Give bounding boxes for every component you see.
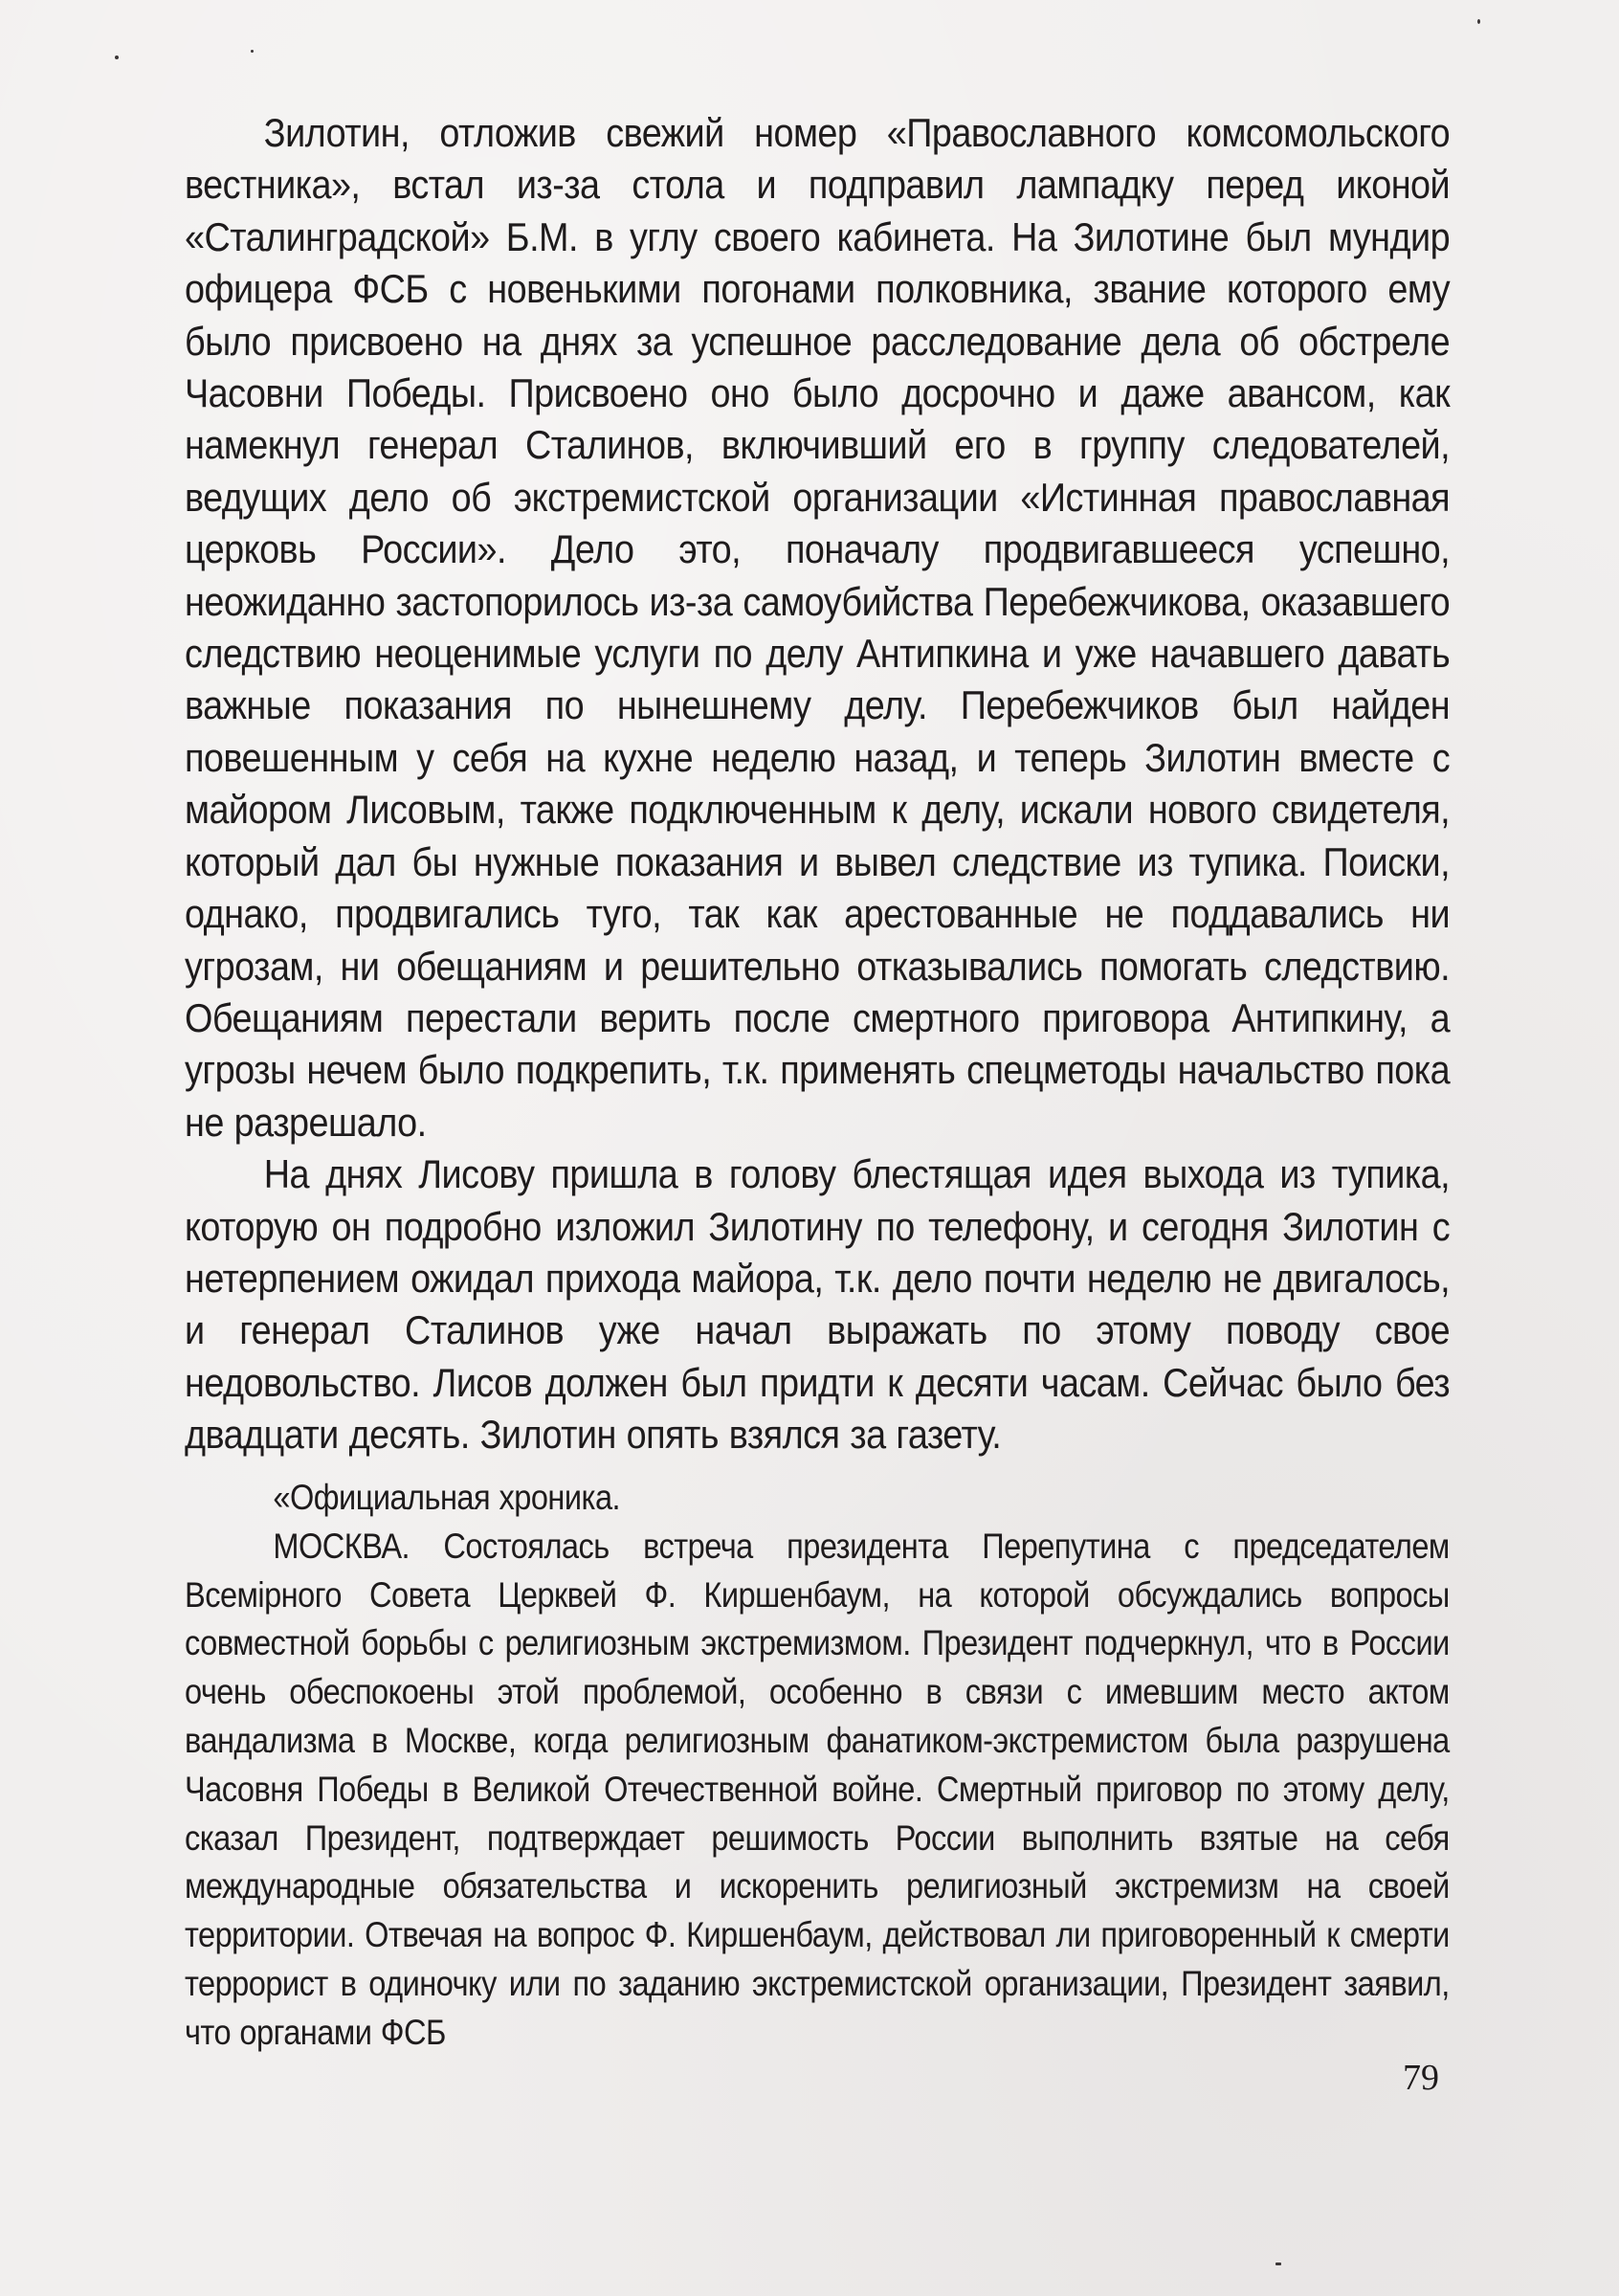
paragraph-lisov-idea: На днях Лисову пришла в голову блестящая идея выхода из тупика, которую он подробно изложил Зилотину по телефону, и сегодня Зилотин с нетерпением ожидал прихода майора, т.к. дело почти неделю не двигалось, и генерал Сталинов уже начал выражать по этому поводу свое недовольство. Лисов должен был придти к десяти часам. Сейчас было без двадцати десять. Зилотин опять взялся за газету. xyxy=(185,1151,1451,1458)
chronicle-paragraph: МОСКВА. Состоялась встреча президента Перепутина с председателем Всемірного Совета Церквей Ф. Киршенбаум, на которой обсуждались вопросы совместной борьбы с религиозным экстремизмом. Президент подчеркнул, что в России очень обеспокоены этой проблемой, особенно в связи с имевшим место актом вандализма в Москве, когда религиозным фанатиком-экстремистом была разрушена Часовня Победы в Великой Отечественной войне. Смертный приговор по этому делу, сказал Президент, подтверждает решимость России выполнить взятые на себя международные обязательства и искоренить религиозный экстремизм на своей территории. Отвечая на вопрос Ф. Киршенбаум, действовал ли приговоренный к смерти террорист в одиночку или по заданию экстремистской организации, Президент заявил, что органами ФСБ xyxy=(185,1526,1450,2052)
chronicle-heading: «Официальная хроника. xyxy=(273,1478,621,1517)
paragraph-zilotin-newspaper: Зилотин, отложив свежий номер «Православного комсомольского вестника», встал из-за стола и подправил лампадку перед иконой «Сталинградской» Б.М. в углу своего кабинета. На Зилотине был мундир офицера ФСБ с новенькими погонами полковника, звание которого ему было присвоено на днях за успешное расследование дела об обстреле Часовни Победы. Присвоено оно было досрочно и даже авансом, как намекнул генерал Сталинов, включивший его в группу следователей, ведущих дело об экстремистской организации «Истинная православная церковь России». Дело это, поначалу продвигавшееся успешно, неожиданно застопорилось из-за самоубийства Перебежчикова, оказавшего следствию неоценимые услуги по делу Антипкина и уже начавшего давать важные показания по нынешнему делу. Перебежчиков был найден повешенным у себя на кухне неделю назад, и теперь Зилотин вместе с майором Лисовым, также подключенным к делу, искали нового свидетеля, который дал бы нужные показания и вывел следствие из тупика. Поиски, однако, продвигались туго, так как арестованные не поддавались ни угрозам, ни обещаниям и решительно отказывались помогать следствию. Обещаниям перестали верить после смертного приговора Антипкину, а угрозы нечем было подкрепить, т.к. применять спецметоды начальство пока не разрешало. xyxy=(185,110,1451,1145)
scan-speck xyxy=(115,56,119,59)
scan-speck xyxy=(1477,19,1480,24)
official-chronicle-block xyxy=(185,1474,1450,2058)
scan-speck xyxy=(251,50,254,53)
scan-speck xyxy=(1275,2263,1281,2265)
main-text-block xyxy=(185,107,1450,1461)
page-number: 79 xyxy=(1403,2058,1439,2098)
